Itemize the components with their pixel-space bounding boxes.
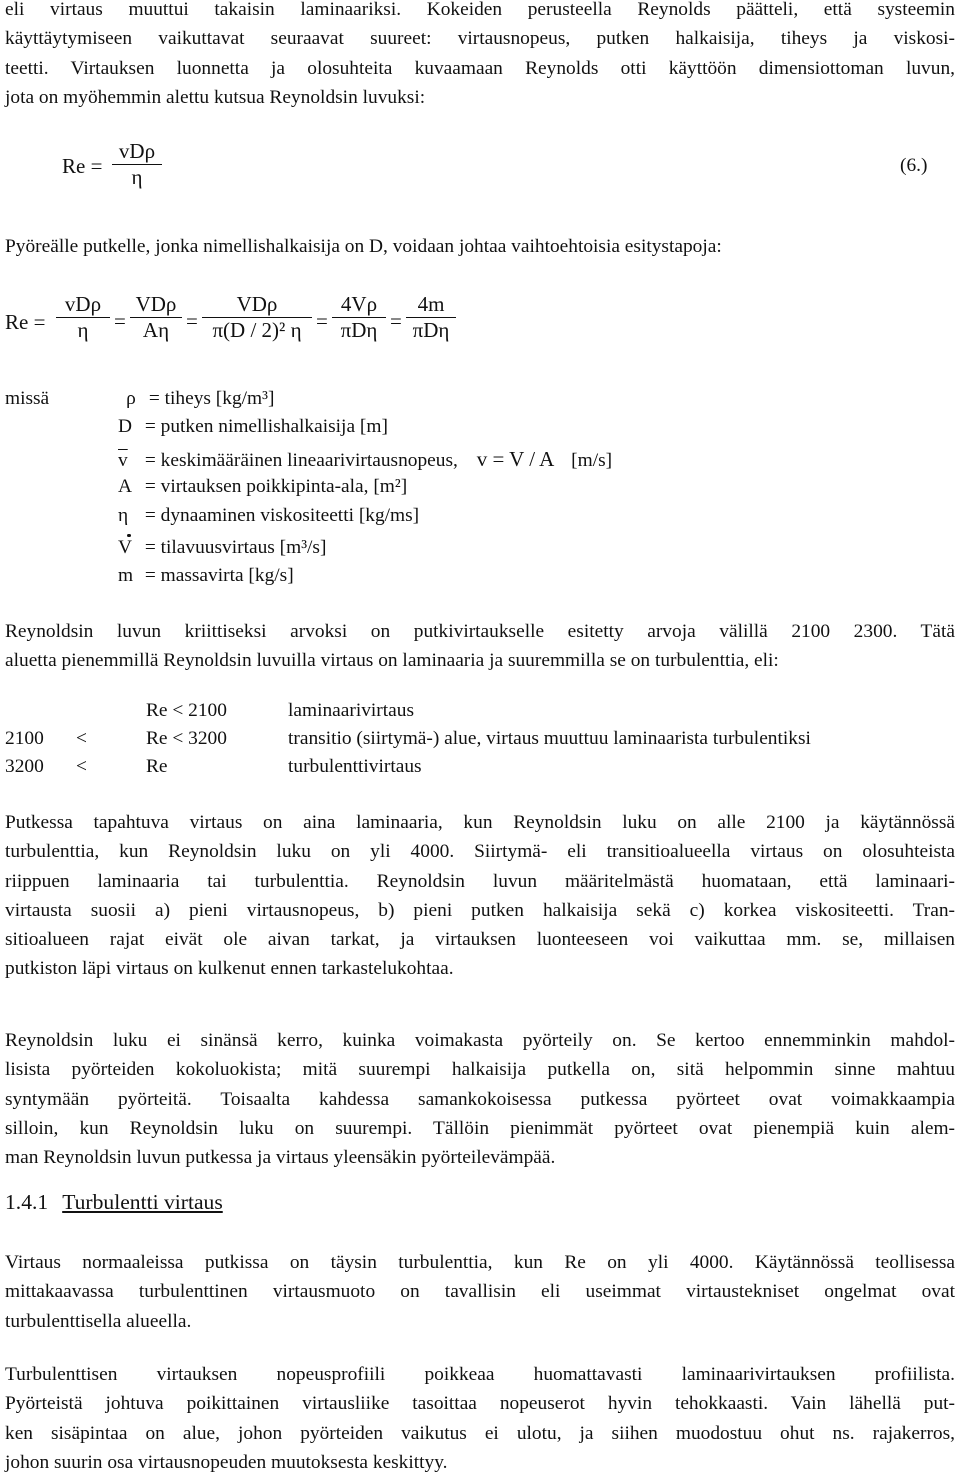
equals-sign: = (390, 309, 402, 333)
legend-symbol: η (118, 505, 129, 526)
equals-sign: = (114, 309, 126, 333)
eq7-f3-numerator: VDρ (236, 292, 278, 316)
eq7-fraction-1 (56, 292, 110, 343)
eq7-fraction-3 (202, 292, 312, 343)
legend-row-diameter (118, 416, 388, 438)
text-line: Turbulenttisen virtauksen nopeusprofiili poikkeaa huomattavasti laminaarivirtauksen profiilista. (5, 1364, 955, 1385)
eq7-fraction-5 (406, 292, 456, 343)
text-line: lisista pyörteiden kokoluokista; mitä suurempi halkaisija putkella on, sitä helpommin sinne mahtuu (5, 1059, 955, 1081)
regime-condition: Re < 2100 (146, 700, 227, 721)
regime-description: turbulenttivirtaus (288, 756, 422, 777)
text-line: Reynoldsin luku ei sinänsä kerro, kuinka voimakasta pyörteily on. Se kertoo ennemminkin mahdol- (5, 1030, 955, 1051)
text-line: Pyöreälle putkelle, jonka nimellishalkaisija on D, voidaan johtaa vaihtoehtoisia esitystapoja: (5, 236, 722, 257)
text-line: Putkessa tapahtuva virtaus on aina laminaaria, kun Reynoldsin luku on alle 2100 ja käytännössä (5, 812, 955, 833)
legend-symbol: D (118, 416, 133, 437)
text-line: riippuen laminaaria tai turbulenttia. Reynoldsin luvun määritelmästä huomataan, että laminaari- (5, 870, 955, 892)
text-line: syntymään pyörteitä. Toisaalta kahdessa samankokoisessa putkessa pyörteet ovat voimakkaampia (5, 1088, 955, 1110)
regime-condition: Re < 3200 (146, 728, 227, 749)
eq6-numerator: vDρ (118, 139, 156, 163)
paragraph-intro (5, 0, 955, 112)
legend-missa: missä (5, 388, 50, 409)
regime-lt: < (76, 728, 87, 749)
eq7-f1-numerator: vDρ (64, 292, 102, 316)
paragraph-vortices (5, 1026, 955, 1172)
legend-row-area (118, 476, 407, 498)
eq6-denominator: η (131, 165, 143, 189)
paragraph-turbulent-1 (5, 1248, 955, 1336)
equals-sign: = (186, 309, 198, 333)
legend-text: = dynaaminen viskositeetti [kg/ms] (144, 505, 420, 526)
text-line: jota on myöhemmin alettu kutsua Reynoldsin luvuksi: (5, 86, 426, 108)
legend-velocity-formula: v = V / A (476, 447, 555, 471)
legend-text: = massavirta [kg/s] (144, 565, 294, 586)
text-line: aluetta pienemmillä Reynoldsin luvuilla virtaus on laminaaria ja suuremmilla se on turbulenttia, eli: (5, 650, 779, 672)
eq7-f3-denominator: π(D / 2)² η (212, 318, 302, 342)
legend-row-volume-flow (118, 537, 326, 559)
text-line: Pyörteistä johtuva poikittainen virtausliike tasoittaa nopeuserot hyvin tehokkaasti. Vain lähellä put- (5, 1393, 955, 1415)
eq7-fraction-4 (332, 292, 386, 343)
regime-condition: Re (146, 756, 168, 777)
section-number: 1.4.1 (5, 1190, 49, 1214)
eq7-f2-numerator: VDρ (135, 292, 177, 316)
eq7-f1-denominator: η (77, 318, 89, 342)
legend-text: = tiheys [kg/m³] (148, 388, 275, 409)
legend-text: = virtauksen poikkipinta-ala, [m²] (144, 476, 408, 497)
regime-lt: < (76, 756, 87, 777)
legend-symbol: V (118, 537, 140, 559)
paragraph-critical-value (5, 617, 955, 676)
text-line: turbulenttisella alueella. (5, 1310, 192, 1332)
legend-text: = keskimääräinen lineaarivirtausnopeus, (144, 450, 458, 471)
eq7-f4-denominator: πDη (340, 318, 378, 342)
eq7-f2-denominator: Aη (142, 318, 170, 342)
text-line: Virtaus normaaleissa putkissa on täysin turbulenttia, kun Re on yli 4000. Käytännössä teollisessa (5, 1252, 955, 1273)
eq6-fraction (112, 139, 162, 190)
legend-symbol: m (118, 565, 134, 586)
eq7-f4-numerator: 4Vρ (340, 292, 378, 316)
text-line: teetti. Virtauksen luonnetta ja olosuhteita kuvaamaan Reynolds otti käyttöön dimensiottoman luvun, (5, 57, 955, 79)
legend-text: = putken nimellishalkaisija [m] (144, 416, 388, 437)
legend-symbol: $\overline{v}$ (118, 450, 128, 471)
text-line: putkiston läpi virtaus on kulkenut ennen tarkastelukohtaa. (5, 958, 454, 980)
legend-row-viscosity (118, 505, 419, 527)
text-line: Reynoldsin luvun kriittiseksi arvoksi on putkivirtaukselle esitetty arvoja välillä 2100 2300. Tätä (5, 621, 955, 642)
text-line: ken sisäpintaa on alue, johon pyörteiden vaikutus ei ulotu, ja siihen muodostuu ohut ns. rajakerros, (5, 1422, 955, 1444)
text-line: silloin, kun Reynoldsin luku on suurempi. Tällöin pienimmät pyörteet ovat pienempiä kuin alem- (5, 1117, 955, 1139)
section-heading (5, 1190, 223, 1215)
equals-sign: = (316, 309, 328, 333)
eq6-tag: (6.) (900, 155, 928, 176)
text-line: mittakaavassa turbulenttinen virtausmuoto on tavallisin eli useimmat virtaustekniset ongelmat ovat (5, 1281, 955, 1303)
text-line: käyttäytymiseen vaikuttavat seuraavat suureet: virtausnopeus, putken halkaisija, tiheys ja viskosi- (5, 28, 955, 50)
text-line: turbulenttia, kun Reynoldsin luku on yli 4000. Siirtymä- eli transitioalueella virtaus on olosuhteista (5, 841, 955, 863)
regime-description: transitio (siirtymä-) alue, virtaus muuttuu laminaarista turbulentiksi (288, 728, 811, 749)
legend-text: = tilavuusvirtaus [m³/s] (144, 537, 327, 558)
paragraph-turbulent-2 (5, 1360, 955, 1477)
text-line: eli virtaus muuttui takaisin laminaariksi. Kokeiden perusteella Reynolds päätteli, että systeemin (5, 0, 955, 20)
legend-row-density (118, 388, 274, 410)
legend-velocity-unit: [m/s] (571, 450, 613, 471)
section-title: Turbulentti virtaus (62, 1190, 223, 1214)
text-line: virtausta suosii a) pieni virtausnopeus, b) pieni putken halkaisija sekä c) korkea viskositeetti. Tran- (5, 899, 955, 921)
eq7-f5-numerator: 4m (417, 292, 445, 316)
eq7-lhs: Re = (5, 310, 46, 334)
legend-symbol: A (118, 476, 133, 497)
text-line: johon suurin osa virtausnopeuden muutoksesta keskittyy. (5, 1451, 448, 1473)
legend-row-velocity (118, 447, 612, 472)
legend-symbol: ρ (126, 388, 136, 409)
regime-lower-bound: 2100 (5, 728, 44, 749)
regime-description: laminaarivirtaus (288, 700, 414, 721)
paragraph-pipe-flow (5, 808, 955, 984)
eq7-fraction-2 (130, 292, 182, 343)
paragraph-round-pipe (5, 232, 955, 261)
text-line: man Reynoldsin luvun putkessa ja virtaus yleensäkin pyörteilevämpää. (5, 1147, 556, 1169)
text-line: sitioalueen rajat eivät ole aivan tarkat, ja virtauksen luonteeseen voi vaikuttaa mm. se, millaisen (5, 929, 955, 951)
regime-lower-bound: 3200 (5, 756, 44, 777)
eq7-f5-denominator: πDη (412, 318, 450, 342)
eq6-lhs: Re = (62, 154, 103, 178)
legend-row-mass-flow (118, 565, 294, 587)
